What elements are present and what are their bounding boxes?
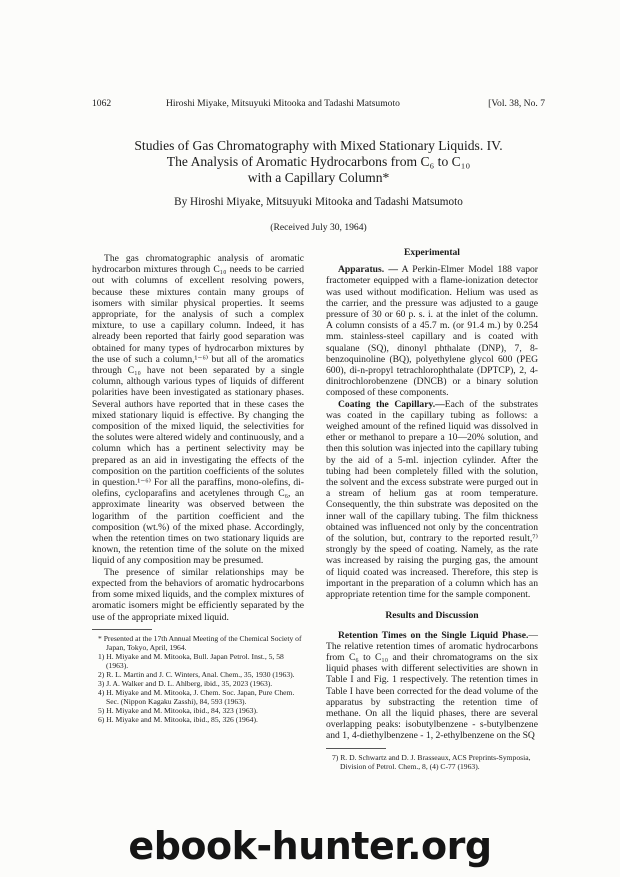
footnote: 7) R. D. Schwartz and D. J. Brasseaux, ACS Preprints-Symposia, Division of Petrol. Chem., 8, (4) C-77 (1963). (332, 752, 531, 771)
coating-text: Each of the substrates was coated in the capillary tubing as follows: a weighed amount of the refined liquid was dissolved in ether or methanol to prepare a 10—20% solution, and then this solution was injected into the capillary tubing by the aid of a 5-ml. injection cylinder. After the tubing had been completely filled with the solution, the solvent and the excess substrate were purged out in a stream of helium gas at room temperature. Consequently, the thin substrate was deposited on the inner wall of the capillary tubing. The film thickness obtained was influenced not only by the concentration of the solution, but, contrary to the reported result,⁷⁾ strongly by the speed of coating. Namely, as the rate was increased by raising the purging gas, the amount of liquid coated was increased. Therefore, this step is important in the preparation of a column which has an appropriate retention time for the sample component. (326, 398, 538, 601)
title-line-3: with a Capillary Column* (247, 170, 390, 185)
footnotes (92, 634, 304, 724)
title-line-1: Studies of Gas Chromatography with Mixed Stationary Liquids. IV. (134, 138, 503, 153)
apparatus-text: A Perkin-Elmer Model 188 vapor fractometer equipped with a flame-ionization detector was used without modification. Helium was used as the carrier, and the pressure was adjusted to a gauge pressure of 30 or 60 p. s. i. at the inlet of the column. A column consists of a 45.7 m. (or 91.4 m.) by 0.254 mm. stainless-steel capillary and is coated with squalane (SQ), dinonyl phthalate (DNP), 7, 8-benzoquinoline (BQ), polyethylene glycol 600 (PEG 600), di-n-propyl tetrachlorophthalate (DPTCP), 2, 4-dinitrochlorobenzene (DNCB) or a binary solution composed of these components. (326, 264, 538, 399)
title-line-2: The Analysis of Aromatic Hydrocarbons from C₆ to C₁₀ (166, 154, 471, 169)
footnote: 3) J. A. Walker and D. L. Ahlberg, ibid., 35, 2023 (1963). (98, 678, 273, 688)
results-heading: Results and Discussion (385, 610, 479, 622)
coating-paragraph (326, 399, 538, 601)
footnotes-right (326, 753, 538, 771)
footnote: 4) H. Miyake and M. Mitooka, J. Chem. Soc. Japan, Pure Chem. Sec. (Nippon Kagaku Zasshi), 84, 593 (1963). (98, 687, 295, 706)
footnote: 5) H. Miyake and M. Mitooka, ibid., 84, 323 (1963). (98, 705, 258, 715)
footnote-rule-right (326, 748, 386, 749)
footnote: 2) R. L. Martin and J. C. Winters, Anal. Chem., 35, 1930 (1963). (98, 669, 295, 679)
right-column (326, 247, 538, 771)
running-header (92, 98, 545, 112)
experimental-heading: Experimental (404, 247, 460, 258)
footnote: * Presented at the 17th Annual Meeting of the Chemical Society of Japan, Tokyo, April, 1964. (98, 633, 302, 652)
apparatus-label: Apparatus. — (338, 264, 398, 276)
author-line: By Hiroshi Miyake, Mitsuyuki Mitooka and Tadashi Matsumoto (174, 196, 463, 208)
retention-label: Retention Times on the Single Liquid Phase. (338, 629, 529, 641)
retention-text: —The relative retention times of aromatic hydrocarbons from C₆ to C₁₀ and their chromatograms on the six liquid phases with different selectivities are shown in Table I and Fig. 1 respectively. The retention times in Table I have been corrected for the dead volume of the apparatus by substracting the retention time of methane. On all the liquid phases, there are several overlapping peaks: isobutylbenzene - s-butylbenzene and 1, 4-diethylbenzene - 1, 2-ethylbenzene on the SQ (326, 629, 538, 742)
volume-label: [Vol. 38, No. 7 (488, 98, 545, 109)
received-date: (Received July 30, 1964) (270, 222, 367, 233)
apparatus-paragraph (326, 264, 538, 398)
paper-title (92, 138, 545, 186)
running-authors: Hiroshi Miyake, Mitsuyuki Mitooka and Tadashi Matsumoto (166, 98, 400, 109)
intro-paragraph-1: The gas chromatographic analysis of aromatic hydrocarbon mixtures through C₁₀ needs to be carried out with columns of excellent resolving powers, because these mixtures contain many groups of isomers with similar physical properties. It seems appropriate, for the analysis of such a complex mixture, to use a capillary column. Indeed, it has already been reported that fairly good separation was obtained for many types of hydrocarbon mixtures by the use of such a column,¹⁻⁶⁾ but all of the aromatics through C₁₀ have not been separated by a single column, although various types of liquids of different polarities have been investigated as stationary phases. Several authors have reported that in these cases the mixed stationary liquid is effective. By changing the composition of the mixed liquid, the selectivities for the solutes were altered widely and continuously, and a column which has a pertinent selectivity may be prepared as an aid in investigating the effects of the composition on the partition coefficients of the solutes in question.¹⁻⁶⁾ For all the paraffins, mono-olefins, di-olefins, cycloparafins and acetylenes through C₆, an approximate linearity was observed between the logarithm of the partition coefficient and the composition (wt.%) of the mixed phase. Accordingly, when the retention times on two stationary liquids are known, the retention time of the solute on the mixed liquid of any composition may be presumed. (92, 253, 304, 567)
retention-paragraph (326, 630, 538, 742)
intro-paragraph-2: The presence of similar relationships may be expected from the behaviors of aromatic hydrocarbons from some mixed liquids, and the complex mixtures of aromatic isomers might be efficiently separated by the use of the appropriate mixed liquid. (92, 566, 304, 623)
footnote: 6) H. Miyake and M. Mitooka, ibid., 85, 326 (1964). (98, 714, 258, 724)
footnote: 1) H. Miyake and M. Mitooka, Bull. Japan Petrol. Inst., 5, 58 (1963). (98, 651, 284, 670)
page-number: 1062 (92, 98, 112, 109)
left-column (92, 253, 304, 724)
watermark: ebook-hunter.org (128, 824, 492, 868)
coating-label: Coating the Capillary.— (338, 398, 445, 410)
footnote-rule (92, 629, 152, 630)
